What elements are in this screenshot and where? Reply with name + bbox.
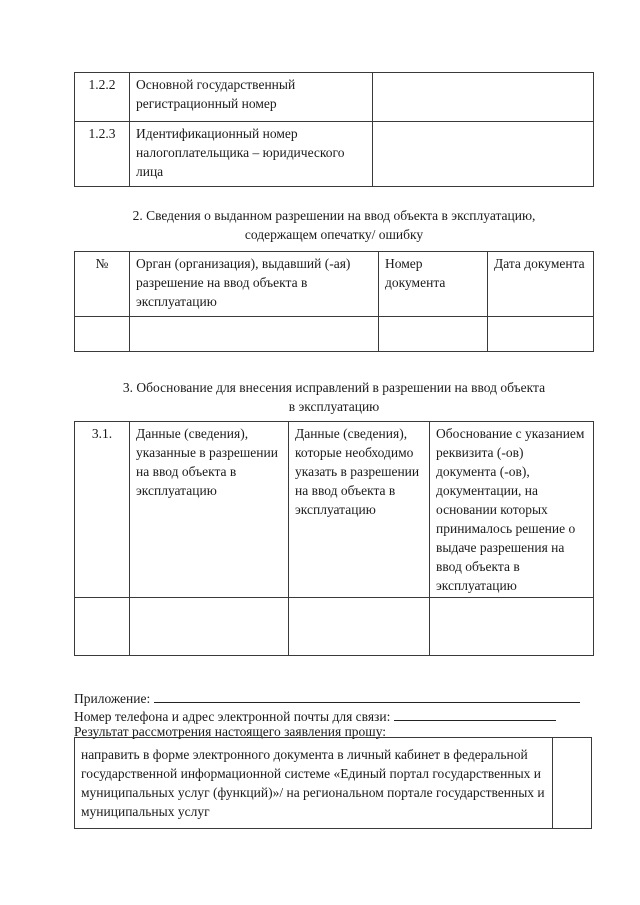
table-row <box>75 738 592 829</box>
table-row <box>75 73 594 122</box>
header-new-data: Данные (сведения), которые необходимо указать в разрешении на ввод объекта в эксплуатацию <box>289 422 430 598</box>
attachment-line <box>74 688 580 708</box>
header-current-data: Данные (сведения), указанные в разрешении на ввод объекта в эксплуатацию <box>130 422 289 598</box>
header-number: 3.1. <box>75 422 130 598</box>
row-number: 1.2.3 <box>75 122 130 187</box>
row-value-field[interactable] <box>373 122 594 187</box>
header-number: № <box>75 252 130 317</box>
row-label: Основной государственный регистрационный номер <box>130 73 373 122</box>
cell-justification-field[interactable] <box>430 598 594 656</box>
contact-label: Номер телефона и адрес электронной почты для связи: <box>74 709 391 724</box>
table-row <box>75 317 594 352</box>
cell-doc-number-field[interactable] <box>379 317 488 352</box>
header-authority: Орган (организация), выдавший (-ая) разрешение на ввод объекта в эксплуатацию <box>130 252 379 317</box>
result-label: Результат рассмотрения настоящего заявления прошу: <box>74 724 387 739</box>
header-doc-number: Номер документа <box>379 252 488 317</box>
header-doc-date: Дата документа <box>488 252 594 317</box>
cell-number-field[interactable] <box>75 598 130 656</box>
table-header-row <box>75 252 594 317</box>
cell-doc-date-field[interactable] <box>488 317 594 352</box>
header-justification: Обоснование с указанием реквизита (-ов) документа (-ов), документации, на основании которых принималось решение о выдаче разрешения на ввод объекта в эксплуатацию <box>430 422 594 598</box>
row-value-field[interactable] <box>373 73 594 122</box>
section2-title <box>74 206 594 244</box>
result-option-text: направить в форме электронного документа в личный кабинет в федеральной государственной информационной системе «Единый портал государственных и муниципальных услуг (функций)»/ на региональном портале государственных и муниципальных услуг <box>75 738 553 829</box>
result-option-checkbox[interactable] <box>553 738 592 829</box>
section3-title <box>74 378 594 416</box>
row-label: Идентификационный номер налогоплательщика – юридического лица <box>130 122 373 187</box>
section3-title-line2: в эксплуатацию <box>288 399 380 414</box>
table-row <box>75 598 594 656</box>
attachment-label: Приложение: <box>74 691 151 706</box>
section3-title-line1: 3. Обоснование для внесения исправлений в разрешении на ввод объекта <box>122 380 546 395</box>
cell-new-data-field[interactable] <box>289 598 430 656</box>
section2-title-line2: содержащем опечатку/ ошибку <box>244 227 424 242</box>
section2-title-line1: 2. Сведения о выданном разрешении на ввод объекта в эксплуатацию, <box>132 208 536 223</box>
cell-authority-field[interactable] <box>130 317 379 352</box>
cell-number-field[interactable] <box>75 317 130 352</box>
row-number: 1.2.2 <box>75 73 130 122</box>
table-header-row <box>75 422 594 598</box>
permit-table <box>74 251 594 352</box>
result-option-table <box>74 737 592 829</box>
table-row <box>75 122 594 187</box>
attachment-field[interactable] <box>154 688 580 703</box>
cell-current-data-field[interactable] <box>130 598 289 656</box>
registration-table <box>74 72 594 187</box>
justification-table <box>74 421 594 656</box>
contact-field[interactable] <box>394 706 556 721</box>
